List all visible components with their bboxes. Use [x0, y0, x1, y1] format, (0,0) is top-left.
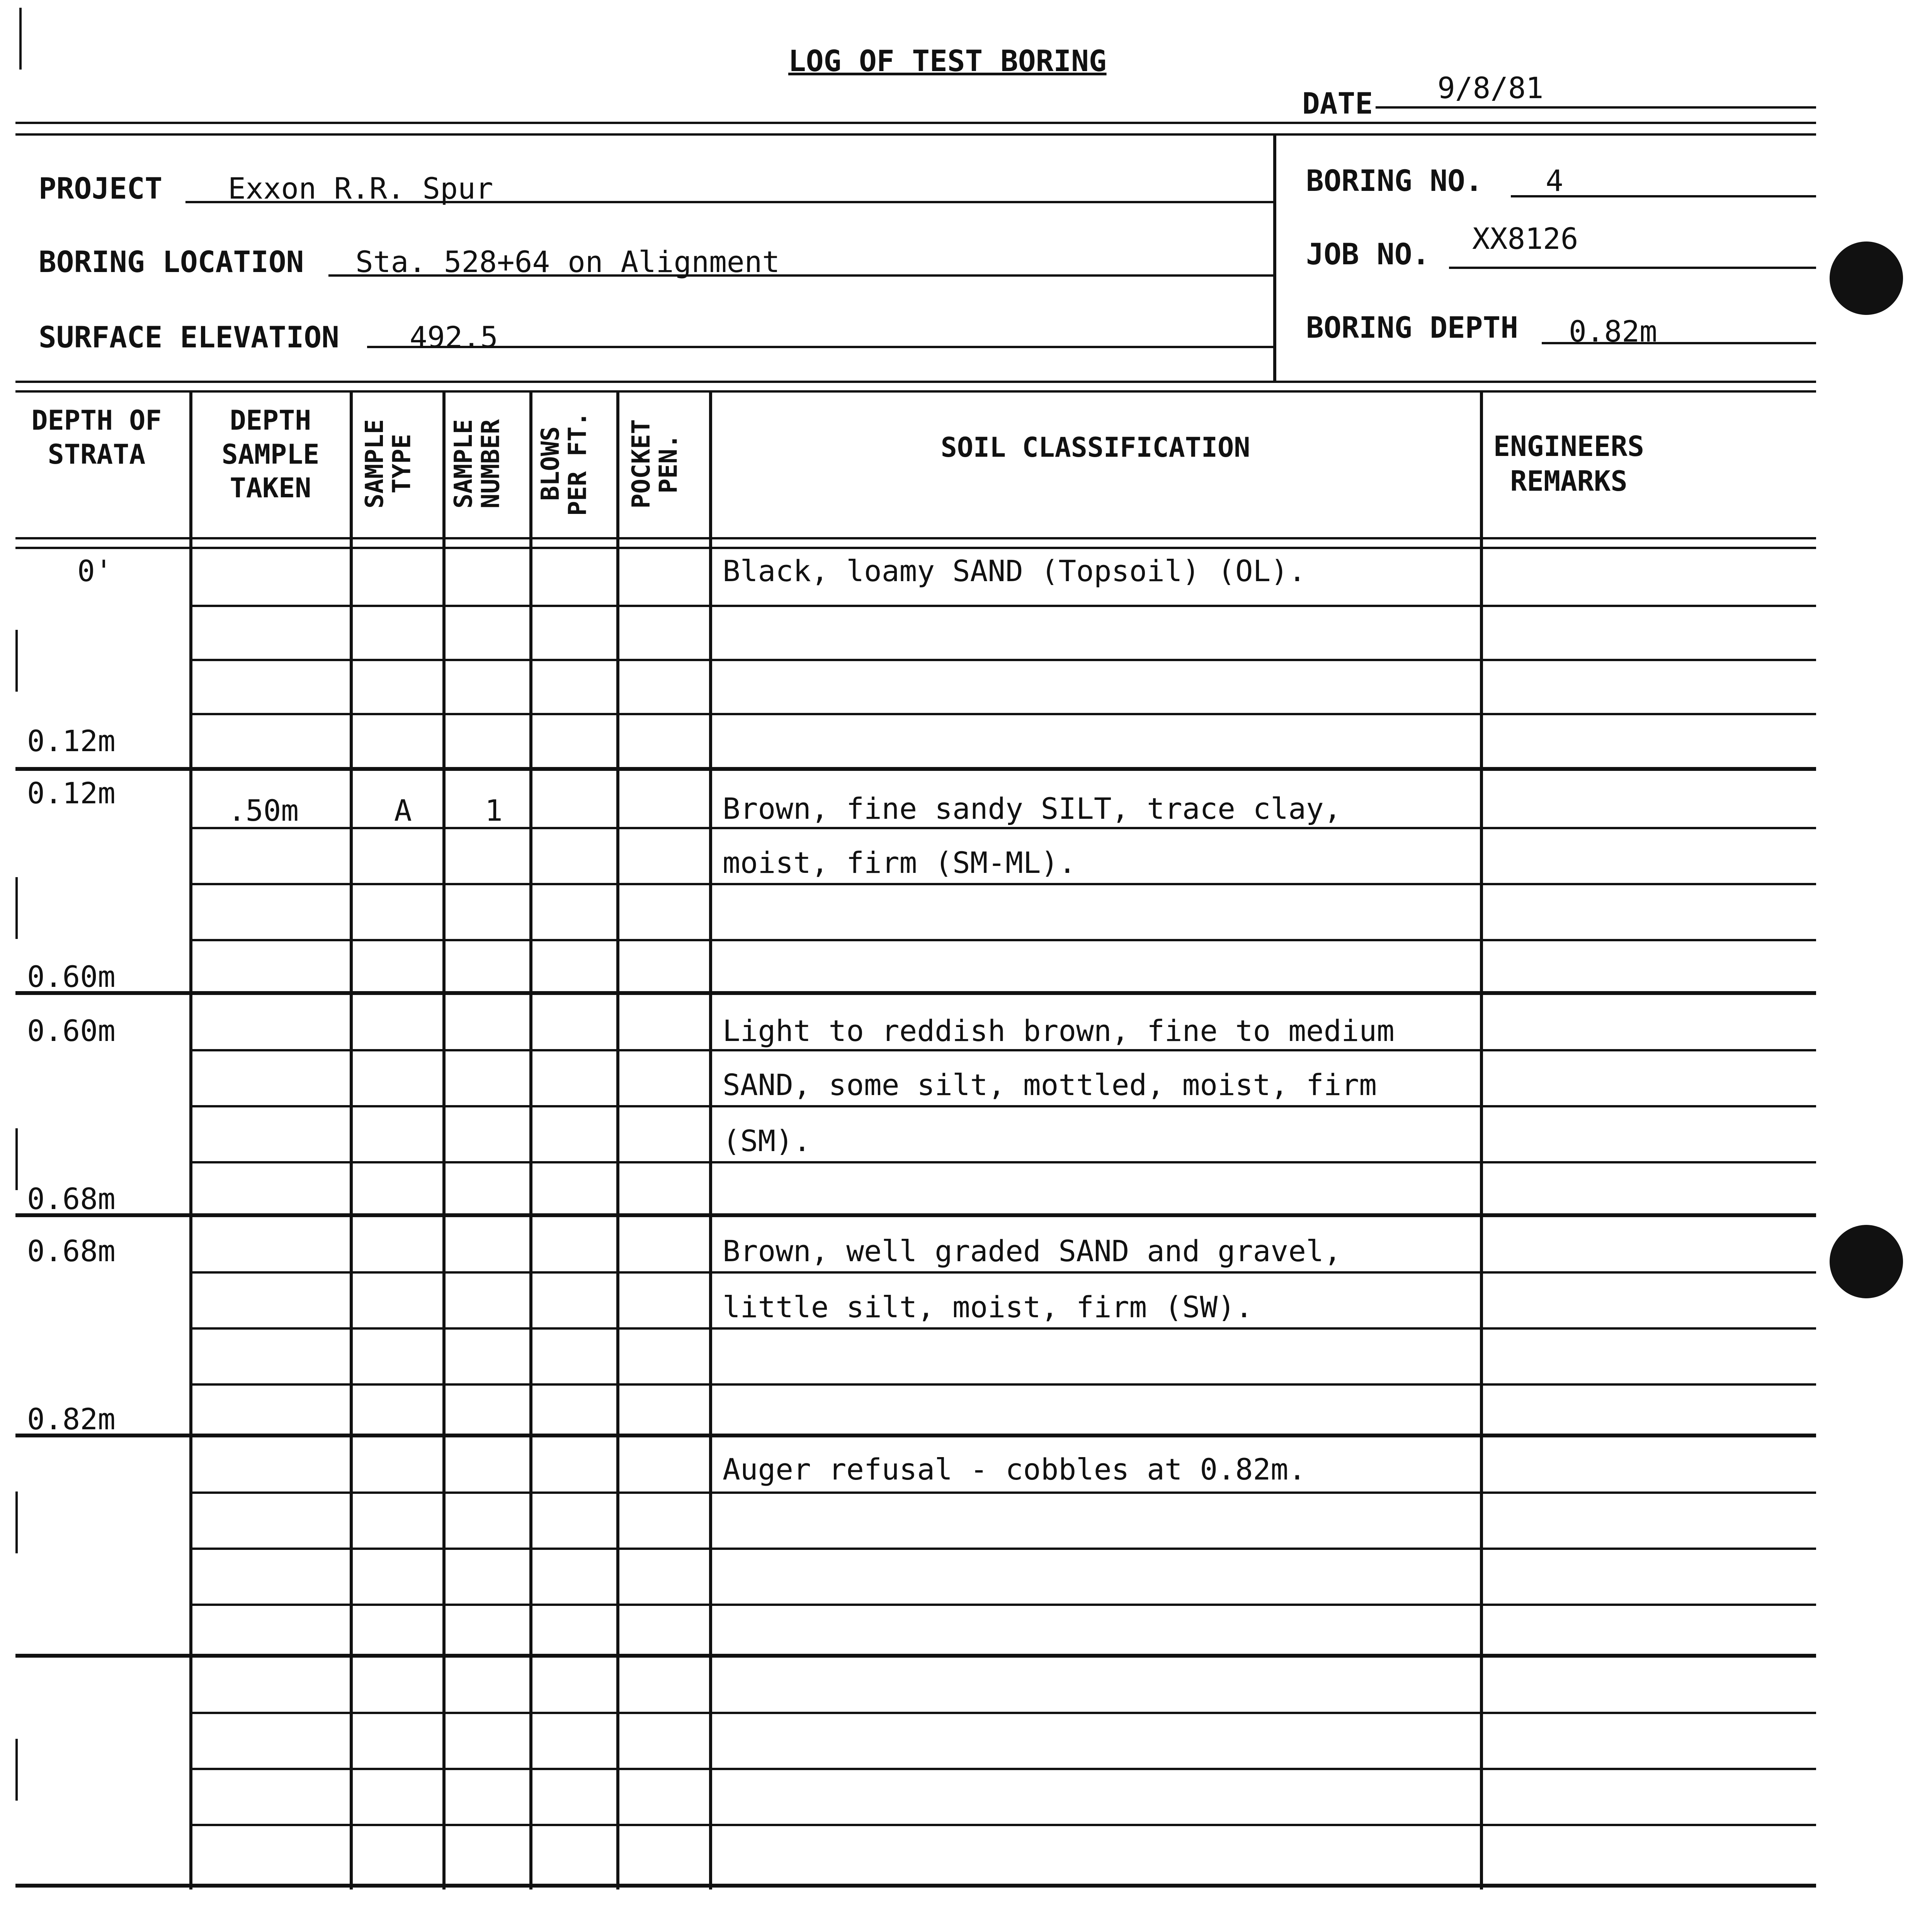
soil-description-line: Light to reddish brown, fine to medium — [723, 1014, 1395, 1048]
soil-description-line: little silt, moist, firm (SW). — [723, 1290, 1253, 1324]
row-line — [191, 1383, 1816, 1386]
row-line — [191, 659, 1816, 661]
stratum-bottom-depth: 0.60m — [27, 959, 116, 994]
stratum-bottom-depth: 0.68m — [27, 1182, 116, 1216]
stratum-top-depth: 0.60m — [27, 1014, 116, 1048]
boring-depth-underline — [1542, 342, 1816, 344]
boring-depth-value: 0.82m — [1569, 314, 1657, 349]
stratum-top-depth: 0.68m — [27, 1234, 116, 1268]
row-line — [191, 827, 1816, 829]
divider — [15, 390, 1816, 393]
date-underline — [1376, 106, 1816, 109]
sample-number: 1 — [485, 793, 503, 828]
boring-depth-label: BORING DEPTH — [1306, 310, 1519, 345]
column-line — [1480, 390, 1483, 1889]
soil-description-line: moist, firm (SM-ML). — [723, 845, 1077, 880]
boring-location-label: BORING LOCATION — [39, 245, 304, 279]
surface-elevation-value: 492.5 — [410, 320, 498, 354]
soil-description-line: SAND, some silt, mottled, moist, firm — [723, 1068, 1377, 1102]
column-line — [442, 390, 446, 1889]
boring-location-value: Sta. 528+64 on Alignment — [355, 245, 780, 279]
stratum-line — [15, 1654, 1816, 1658]
margin-mark — [15, 1492, 18, 1553]
col-header-engineers-remarks: ENGINEERS REMARKS — [1493, 430, 1645, 497]
stratum-line — [15, 1434, 1816, 1437]
row-line — [191, 605, 1816, 607]
project-value: Exxon R.R. Spur — [228, 171, 493, 206]
margin-mark — [19, 8, 22, 70]
divider — [1273, 133, 1276, 381]
boring-no-value: 4 — [1546, 163, 1563, 198]
job-no-label: JOB NO. — [1306, 237, 1430, 271]
row-line — [191, 1548, 1816, 1550]
punch-hole — [1830, 242, 1903, 315]
divider — [15, 537, 1816, 539]
column-line — [189, 390, 192, 1889]
job-no-value: XX8126 — [1472, 221, 1578, 256]
row-line — [191, 1824, 1816, 1826]
col-header-depth-of-strata: DEPTH OF STRATA — [31, 405, 162, 470]
margin-mark — [15, 1128, 18, 1190]
divider — [15, 122, 1816, 124]
column-line — [709, 390, 712, 1889]
page-title: LOG OF TEST BORING — [788, 44, 1107, 78]
stratum-line — [15, 767, 1816, 771]
column-line — [529, 390, 532, 1889]
column-line — [350, 390, 353, 1889]
soil-description-line: Brown, well graded SAND and gravel, — [723, 1234, 1342, 1268]
col-header-soil-classification: SOIL CLASSIFICATION — [940, 432, 1250, 463]
divider — [15, 547, 1816, 549]
margin-mark — [15, 877, 18, 939]
sample-depth: .50m — [228, 793, 299, 828]
boring-location-underline — [328, 274, 1275, 277]
divider — [15, 381, 1816, 383]
punch-hole — [1830, 1225, 1903, 1298]
column-line — [616, 390, 619, 1889]
row-line — [191, 1492, 1816, 1494]
col-header-depth-sample-taken: DEPTH SAMPLE TAKEN — [221, 405, 320, 504]
stratum-line — [15, 1213, 1816, 1217]
row-line — [191, 1768, 1816, 1770]
boring-no-label: BORING NO. — [1306, 163, 1483, 198]
date-value: 9/8/81 — [1437, 71, 1544, 105]
project-underline — [185, 201, 1275, 203]
row-line — [191, 713, 1816, 715]
row-line — [191, 1161, 1816, 1163]
row-line — [191, 1327, 1816, 1330]
soil-description-line: (SM). — [723, 1124, 811, 1158]
date-label: DATE — [1302, 86, 1373, 121]
col-header-sample-type: SAMPLE TYPE — [361, 419, 417, 509]
divider — [15, 133, 1816, 136]
row-line — [191, 1604, 1816, 1606]
col-header-pocket-pen: POCKET PEN. — [627, 419, 683, 509]
sample-type: A — [394, 793, 412, 828]
stratum-top-depth: 0.12m — [27, 776, 116, 810]
row-line — [191, 1049, 1816, 1051]
surface-elevation-underline — [367, 346, 1275, 348]
table-bottom-line — [15, 1884, 1816, 1888]
col-header-sample-number: SAMPLE NUMBER — [449, 419, 505, 509]
stratum-line — [15, 991, 1816, 995]
row-line — [191, 1271, 1816, 1274]
col-header-blows-per-ft: BLOWS PER FT. — [536, 412, 592, 516]
boring-no-underline — [1511, 195, 1816, 197]
stratum-bottom-depth: 0.82m — [27, 1402, 116, 1436]
stratum-top-depth: 0' — [77, 554, 113, 588]
project-label: PROJECT — [39, 171, 163, 206]
soil-description-line: Brown, fine sandy SILT, trace clay, — [723, 791, 1342, 826]
row-line — [191, 883, 1816, 885]
soil-description-line: Black, loamy SAND (Topsoil) (OL). — [723, 554, 1306, 588]
row-line — [191, 939, 1816, 941]
row-line — [191, 1105, 1816, 1107]
job-no-underline — [1449, 267, 1816, 269]
surface-elevation-label: SURFACE ELEVATION — [39, 320, 339, 354]
margin-mark — [15, 630, 18, 692]
margin-mark — [15, 1739, 18, 1801]
stratum-bottom-depth: 0.12m — [27, 724, 116, 758]
row-line — [191, 1712, 1816, 1714]
soil-description-line: Auger refusal - cobbles at 0.82m. — [723, 1452, 1306, 1486]
